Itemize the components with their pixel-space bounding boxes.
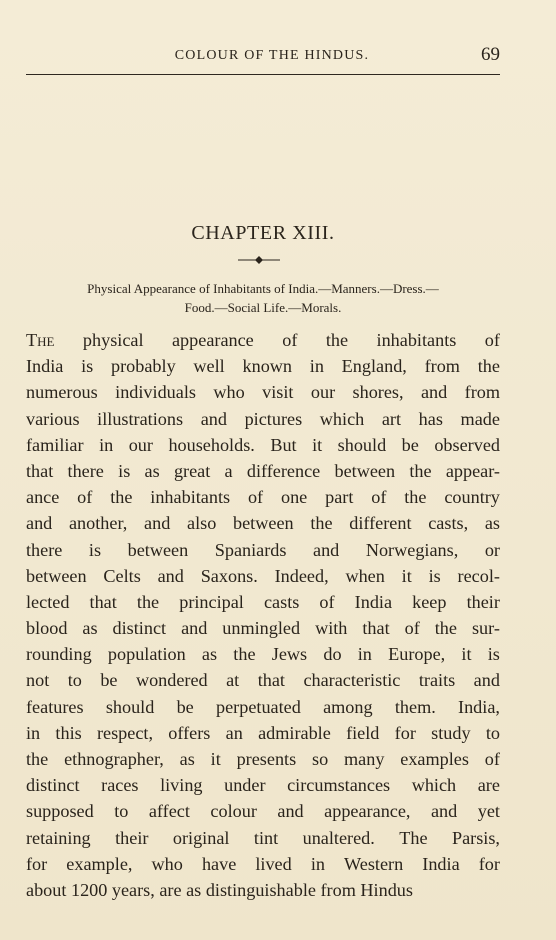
word: about: [26, 879, 67, 900]
text-line: [26, 798, 500, 824]
word: that: [89, 591, 117, 612]
text-line: [26, 406, 500, 432]
word: physical: [82, 330, 144, 350]
word: features: [26, 696, 84, 717]
text-line: [26, 641, 500, 667]
word: our: [310, 382, 336, 403]
word: appearance,: [324, 801, 411, 822]
word: admirable: [258, 722, 331, 743]
word: The: [26, 330, 55, 350]
word: India: [422, 853, 460, 874]
word: country: [444, 487, 500, 508]
word: observed: [434, 434, 500, 455]
word: is: [88, 539, 102, 560]
word: presents: [236, 749, 297, 769]
word: colour: [210, 801, 257, 822]
word: that: [362, 618, 390, 639]
text-line: [26, 746, 500, 772]
word: casts: [263, 591, 300, 612]
word: is: [81, 356, 94, 377]
text-line: [26, 379, 500, 405]
word: years,: [111, 879, 155, 900]
word: India: [354, 591, 393, 612]
word: between: [334, 460, 396, 481]
word: their: [466, 591, 500, 612]
word: be: [176, 696, 194, 717]
word: to: [67, 670, 82, 691]
word: ethnographer,: [64, 749, 164, 769]
word: characteristic: [303, 670, 401, 691]
word: examples: [400, 749, 469, 769]
word: the: [409, 460, 432, 481]
text-line: [26, 825, 500, 851]
word: circumstances: [287, 775, 391, 796]
word: the: [310, 513, 333, 534]
word: of: [484, 330, 500, 350]
word: of: [282, 330, 298, 350]
word: their: [115, 827, 149, 848]
word: made: [460, 408, 500, 429]
word: India,: [458, 696, 500, 717]
chapter-summary: [26, 279, 500, 317]
word: and: [277, 801, 304, 822]
word: field: [346, 722, 380, 743]
word: as: [201, 644, 218, 665]
word: and: [157, 565, 184, 586]
word: and: [181, 618, 208, 639]
word: which: [319, 408, 365, 429]
word: and: [430, 801, 458, 822]
word: as: [186, 879, 202, 900]
text-line: [26, 877, 500, 903]
word: various: [26, 408, 80, 429]
word: from: [320, 879, 356, 900]
word: visit: [262, 382, 294, 403]
word: example,: [66, 853, 133, 874]
word: with: [315, 618, 348, 639]
word: lected: [26, 591, 70, 612]
text-line: [26, 484, 500, 510]
word: our: [128, 434, 153, 455]
word: between: [127, 539, 189, 560]
word: of: [77, 487, 93, 508]
word: under: [224, 775, 266, 796]
word: individuals: [115, 382, 196, 403]
word: traits: [418, 670, 456, 691]
word: great: [173, 460, 211, 481]
word: who: [151, 853, 183, 874]
word: known: [242, 356, 293, 377]
word: so: [312, 749, 329, 769]
word: affect: [148, 801, 190, 822]
word: principal: [179, 591, 244, 612]
word: rounding: [26, 644, 92, 665]
running-head: [26, 44, 500, 68]
word: them.: [394, 696, 436, 717]
word: the: [434, 618, 457, 639]
word: of: [371, 487, 387, 508]
word: India: [26, 356, 64, 377]
text-line: [26, 694, 500, 720]
word: keep: [412, 591, 447, 612]
word: Spaniards: [214, 539, 287, 560]
word: from: [464, 382, 500, 403]
word: the: [477, 356, 500, 377]
summary-line: Food.—Social Life.—Morals.: [184, 300, 342, 315]
word: be: [100, 670, 118, 691]
word: it: [401, 565, 412, 586]
word: appear-: [445, 460, 500, 481]
word: between: [233, 513, 294, 534]
word: England,: [341, 356, 407, 377]
word: many: [344, 749, 385, 769]
word: as: [82, 618, 98, 639]
text-line: [26, 432, 500, 458]
word: shores,: [352, 382, 404, 403]
word: and: [26, 513, 53, 534]
word: distinct: [26, 775, 80, 796]
word: But: [270, 434, 297, 455]
word: or: [484, 539, 500, 560]
word: another,: [68, 513, 128, 534]
word: there: [26, 539, 63, 560]
word: is: [118, 460, 131, 481]
word: a: [224, 460, 233, 481]
word: tint: [253, 827, 279, 848]
word: pictures: [244, 408, 303, 429]
word: Norwegians,: [365, 539, 459, 560]
word: familiar: [26, 434, 84, 455]
word: when: [345, 565, 385, 586]
word: Indeed,: [274, 565, 329, 586]
word: for: [394, 722, 416, 743]
word: as: [179, 749, 195, 769]
word: in: [357, 644, 372, 665]
word: Parsis,: [451, 827, 500, 848]
word: living: [160, 775, 203, 796]
word: and: [200, 408, 227, 429]
text-line: [26, 851, 500, 877]
word: the: [233, 644, 256, 665]
word: be: [401, 434, 419, 455]
word: are: [477, 775, 500, 796]
word: not: [26, 670, 50, 691]
word: it: [210, 749, 221, 769]
text-line: [26, 563, 500, 589]
text-line: [26, 353, 500, 379]
text-line: [26, 510, 500, 536]
word: yet: [477, 801, 500, 822]
word: inhabitants: [376, 330, 457, 350]
word: of: [404, 618, 420, 639]
word: and: [144, 513, 171, 534]
word: the: [26, 749, 49, 769]
word: do: [323, 644, 342, 665]
word: in: [309, 356, 324, 377]
word: blood: [26, 618, 68, 639]
word: races: [101, 775, 139, 796]
header-rule: [26, 74, 500, 75]
word: is: [428, 565, 441, 586]
word: as: [144, 460, 160, 481]
word: difference: [246, 460, 321, 481]
word: and: [420, 382, 448, 403]
text-line: [26, 537, 500, 563]
word: Europe,: [388, 644, 446, 665]
word: the: [136, 591, 160, 612]
chapter-title: CHAPTER XIII.: [191, 222, 335, 244]
word: at: [226, 670, 240, 691]
word: has: [418, 408, 443, 429]
word: who: [213, 382, 245, 403]
word: the: [404, 487, 427, 508]
word: distinct: [112, 618, 167, 639]
text-line: [26, 772, 500, 798]
word: probably: [111, 356, 176, 377]
word: numerous: [26, 382, 98, 403]
word: part: [325, 487, 354, 508]
word: sur-: [471, 618, 500, 639]
word: the: [325, 330, 349, 350]
word: Celts: [103, 565, 141, 586]
word: that: [26, 460, 54, 481]
word: study: [431, 722, 471, 743]
running-title: COLOUR OF THE HINDUS.: [174, 48, 370, 63]
word: recol-: [457, 565, 500, 586]
word: the: [110, 487, 133, 508]
word: there: [67, 460, 104, 481]
diamond-ornament-icon: [238, 255, 280, 265]
word: and: [313, 539, 340, 560]
text-line: [26, 615, 500, 641]
word: offers: [168, 722, 211, 743]
word: which: [411, 775, 457, 796]
word: lived: [255, 853, 292, 874]
text-line: [26, 667, 500, 693]
word: unaltered.: [302, 827, 375, 848]
word: for: [26, 853, 48, 874]
word: ance: [26, 487, 60, 508]
word: Jews: [271, 644, 308, 665]
word: distinguishable: [205, 879, 316, 900]
word: Saxons.: [200, 565, 258, 586]
word: from: [424, 356, 460, 377]
word: different: [349, 513, 412, 534]
word: should: [337, 434, 387, 455]
word: 1200: [70, 879, 108, 900]
word: supposed: [26, 801, 94, 822]
word: respect,: [96, 722, 154, 743]
word: casts,: [428, 513, 469, 534]
word: retaining: [26, 827, 91, 848]
word: as: [484, 513, 500, 534]
word: have: [201, 853, 237, 874]
body-paragraph: [26, 327, 500, 903]
word: between: [26, 565, 87, 586]
word: among: [323, 696, 373, 717]
word: is: [487, 644, 500, 665]
word: of: [319, 591, 335, 612]
word: in: [310, 853, 325, 874]
word: for: [478, 853, 500, 874]
word: The: [399, 827, 428, 848]
word: households.: [168, 434, 255, 455]
summary-line: Physical Appearance of Inhabitants of India.—Manners.—Dress.—: [87, 281, 439, 296]
word: of: [484, 749, 500, 769]
word: it: [461, 644, 472, 665]
word: are: [159, 879, 182, 900]
word: perpetuated: [216, 696, 301, 717]
word: in: [26, 722, 41, 743]
text-line: [26, 327, 500, 353]
word: population: [107, 644, 186, 665]
word: appearance: [171, 330, 254, 350]
page-number: 69: [481, 44, 500, 65]
text-line: [26, 589, 500, 615]
word: to: [485, 722, 500, 743]
text-line: [26, 458, 500, 484]
word: inhabitants: [150, 487, 231, 508]
word: unmingled: [222, 618, 301, 639]
word: one: [280, 487, 308, 508]
word: art: [381, 408, 402, 429]
word: Hindus: [360, 879, 413, 900]
word: Western: [344, 853, 404, 874]
word: of: [247, 487, 264, 508]
word: illustrations: [97, 408, 184, 429]
word: original: [172, 827, 230, 848]
word: to: [114, 801, 129, 822]
word: and: [473, 670, 500, 691]
word: also: [187, 513, 217, 534]
word: that: [257, 670, 285, 691]
word: this: [55, 722, 82, 743]
word: it: [312, 434, 323, 455]
word: in: [99, 434, 114, 455]
word: wondered: [135, 670, 208, 691]
word: should: [105, 696, 155, 717]
word: an: [225, 722, 243, 743]
text-line: [26, 720, 500, 746]
word: well: [193, 356, 225, 377]
